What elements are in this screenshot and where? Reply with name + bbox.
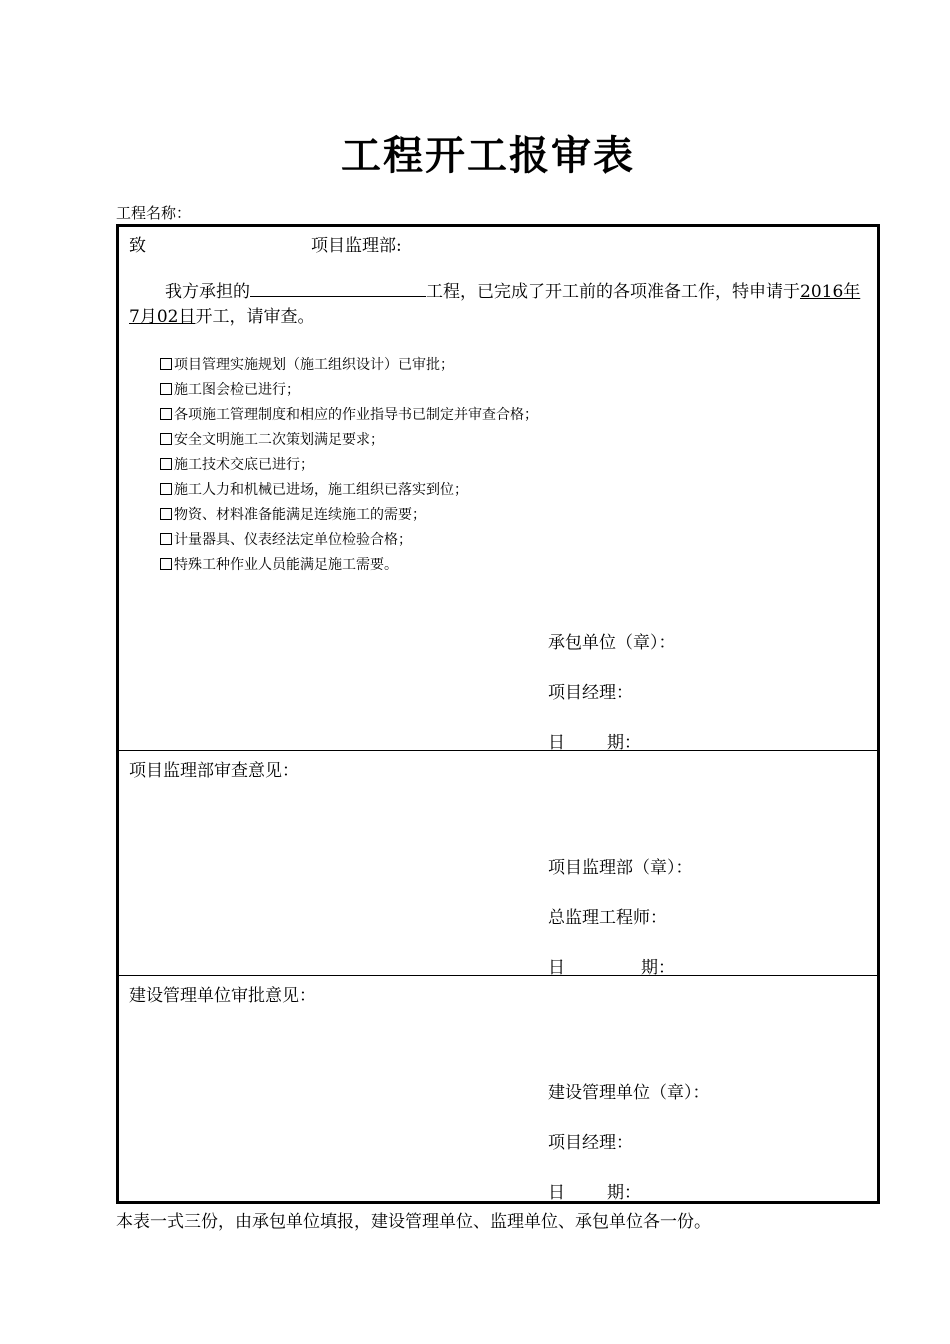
checkbox[interactable]	[160, 558, 172, 570]
checklist-item-label: 计量器具、仪表经法定单位检验合格；	[174, 532, 412, 548]
project-name-blank[interactable]	[250, 279, 426, 297]
checkbox[interactable]	[160, 508, 172, 520]
contractor-manager-label: 项目经理：	[548, 683, 633, 703]
start-date: 2016年 7月02日	[129, 282, 861, 327]
supervision-dept-label: 项目监理部:	[311, 236, 402, 256]
checklist-item	[160, 453, 538, 478]
checkbox[interactable]	[160, 408, 172, 420]
section-divider	[119, 975, 877, 976]
checkbox[interactable]	[160, 433, 172, 445]
para-middle: 工程，已完成了开工前的各项准备工作，特申请于	[426, 282, 800, 302]
supervision-date-label: 日 期：	[548, 958, 675, 978]
supervision-seal-label: 项目监理部（章）：	[548, 858, 693, 878]
application-form	[116, 224, 880, 1204]
section-divider	[119, 750, 877, 751]
form-title: 工程开工报审表	[341, 133, 635, 179]
checklist-item-label: 特殊工种作业人员能满足施工需要。	[174, 557, 398, 573]
checklist-item-label: 施工技术交底已进行；	[174, 457, 314, 473]
checklist-item	[160, 503, 538, 528]
contractor-date-label: 日 期：	[548, 733, 641, 753]
to-label: 致	[129, 236, 146, 256]
checklist-item	[160, 353, 538, 378]
checklist-item-label: 物资、材料准备能满足连续施工的需要；	[174, 507, 426, 523]
para-prefix: 我方承担的	[165, 282, 250, 302]
footer-note: 本表一式三份，由承包单位填报，建设管理单位、监理单位、承包单位各一份。	[116, 1212, 711, 1232]
project-name-label: 工程名称：	[116, 204, 192, 222]
owner-date-label: 日 期：	[548, 1183, 641, 1203]
checklist-item	[160, 378, 538, 403]
owner-approval-heading: 建设管理单位审批意见：	[129, 986, 316, 1006]
readiness-checklist	[160, 353, 538, 578]
checklist-item-label: 施工人力和机械已进场，施工组织已落实到位；	[174, 482, 468, 498]
checklist-item-label: 项目管理实施规划（施工组织设计）已审批；	[174, 357, 454, 373]
checklist-item-label: 安全文明施工二次策划满足要求；	[174, 432, 384, 448]
checklist-item	[160, 428, 538, 453]
contractor-seal-label: 承包单位（章）：	[548, 633, 676, 653]
application-paragraph	[129, 279, 869, 330]
checklist-item-label: 各项施工管理制度和相应的作业指导书已制定并审查合格；	[174, 407, 538, 423]
chief-engineer-label: 总监理工程师：	[548, 908, 667, 928]
checklist-item	[160, 403, 538, 428]
checkbox[interactable]	[160, 483, 172, 495]
owner-manager-label: 项目经理：	[548, 1133, 633, 1153]
supervision-review-heading: 项目监理部审查意见：	[129, 761, 299, 781]
checkbox[interactable]	[160, 458, 172, 470]
owner-seal-label: 建设管理单位（章）：	[548, 1083, 710, 1103]
checklist-item	[160, 478, 538, 503]
checkbox[interactable]	[160, 533, 172, 545]
para-suffix: 开工，请审查。	[195, 307, 315, 327]
checklist-item	[160, 553, 538, 578]
checklist-item-label: 施工图会检已进行；	[174, 382, 300, 398]
checkbox[interactable]	[160, 358, 172, 370]
checkbox[interactable]	[160, 383, 172, 395]
checklist-item	[160, 528, 538, 553]
